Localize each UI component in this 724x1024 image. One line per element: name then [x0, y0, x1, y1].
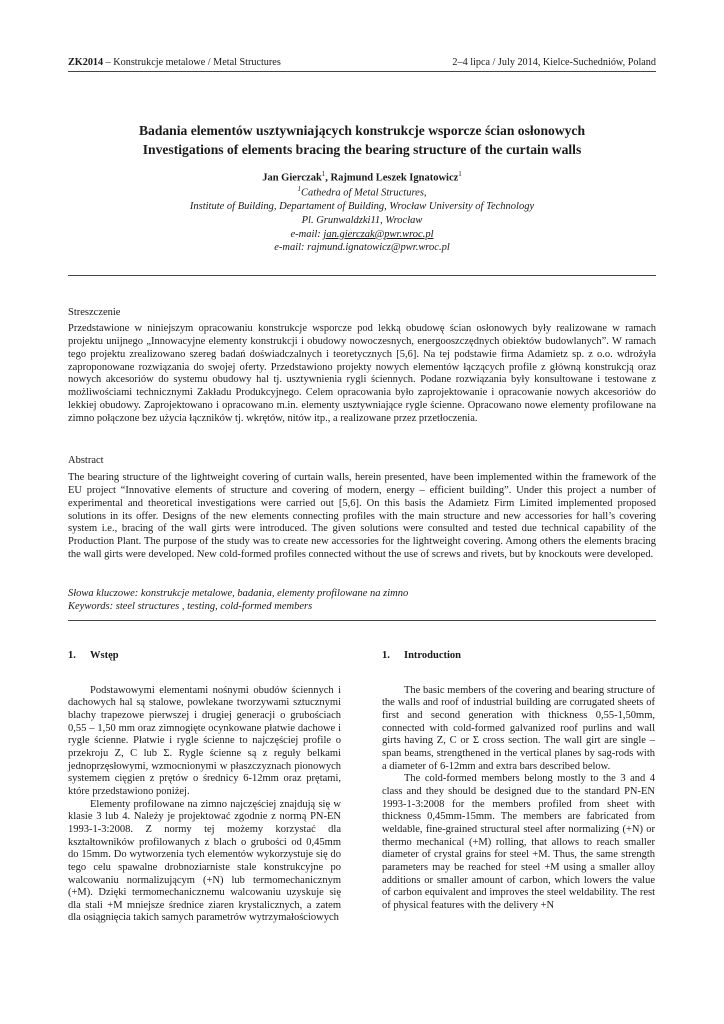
body-paragraph: Elementy profilowane na zimno najczęściej znajdują się w klasie 3 lub 4. Należy je projektować zgodnie z normą PN-EN 1993-1-3:2008. Z normy tej możemy korzystać dla kształtowników profilowanych z blach o grubości od 0,45mm do 15mm. Do wytworzenia tych elementów wykorzystuje się do tego celu spawalne drobnoziarniste stale konstrukcyjne po walcowaniu normalizującym (+N) lub termomechanicznym (+M). Dzięki termomechanicznemu walcowaniu uzyskuje się dla stali +M mniejsze średnice ziaren krystalicznych, a zatem dla osiągnięcia takich samych parametrów wytrzymałościowych [68, 798, 341, 924]
title-english: Investigations of elements bracing the bearing structure of the curtain walls [142, 142, 582, 157]
keywords-english: Keywords: steel structures , testing, cold-formed members [68, 600, 313, 612]
header-left [68, 57, 281, 68]
abstract-rule [68, 620, 656, 621]
institute: Institute of Building, Departament of Building, Wrocław University of Technology [189, 201, 535, 213]
abstract-text: The bearing structure of the lightweight covering of curtain walls, herein presented, have been implemented within the framework of the EU project “Innovative elements of structure and covering of modern, energy – efficient building”. Under this project a number of experimental and theoretical investigations were carried out [5,6]. On this basis the Adamietz Firm Limited implemented proposed solutions in its offer. Designs of the new elements connecting profiles with the main structure and new accessories for hall’s covering system i.e., bracing of the wall girts were introduced. The given solutions were consulted and tested due technical capability of the Production Plant. The purpose of the study was to create new accessories for the lightweight covering. Among others the elements bracing the wall girts were developed. New cold-formed profiles connected without the use of screws and rivets, but by knockouts were developed. [68, 472, 656, 561]
conference-code: ZK2014 [68, 57, 104, 68]
department: Cathedra of Metal Structures, [300, 187, 427, 199]
abstract-label: Abstract [68, 455, 104, 466]
affiliation-mark: 1 [297, 185, 301, 193]
author-affiliation-mark: 1 [458, 170, 462, 178]
author-line [68, 170, 656, 184]
keywords-polish: Słowa kluczowe: konstrukcje metalowe, badania, elementy profilowane na zimno [68, 588, 409, 599]
section-heading [68, 650, 341, 663]
running-header [68, 57, 656, 68]
email-line: e-mail: rajmund.ignatowicz@pwr.wroc.pl [274, 242, 450, 254]
paper-title [68, 121, 656, 159]
section-number: 1. [382, 650, 390, 661]
body-paragraph: The cold-formed members belong mostly to the 3 and 4 class and they should be designed due to the standard PN-EN 1993-1-3:2008 for the members profiled from sheet with thickness 0,45mm-15mm. The members are fabricated from weldable, fine-grained structural steel after normalizing (+N) or thermo mechanical (+M) rolling, that allows to reach smaller diameter of crystal grains for steel +M. Thus, the same strength parameters may be reached for steel +M using a smaller alloy additions or smaller amount of carbon, which lowers the value of carbon equivalent and improves the steel weldability. The rest of physical features with the delivery +N [382, 773, 655, 911]
body-paragraph: Podstawowymi elementami nośnymi obudów ściennych i dachowych hal są stalowe, powlekane tworzywami sztucznymi blachy trapezowe pierwszej i drugiej generacji o grubościach 0,55 – 1,50 mm oraz zimnogięte ocynkowane płatwie dachowe i rygle ścienne. Płatwie i rygle ścienne to najczęściej profile o przekroju Z, C lub Σ. Rygle ścienne są z reguły belkami jednoprzęsłowymi, wzmocnionymi w płaszczyznach pionowych systemem cięgien z prętów o średnicy 6-12mm oraz prętami, które przedstawiono poniżej. [68, 684, 341, 797]
title-polish: Badania elementów usztywniających konstrukcje wsporcze ścian osłonowych [138, 123, 586, 138]
section-title: Wstęp [90, 650, 119, 661]
address: Pl. Grunwaldzki11, Wrocław [301, 214, 423, 226]
section-number: 1. [68, 650, 76, 661]
affiliation-block [68, 183, 656, 255]
author-separator: , [325, 172, 331, 184]
section-title: Introduction [404, 650, 461, 661]
title-block-rule [68, 275, 656, 276]
email-line [68, 228, 656, 242]
keywords-block [68, 588, 408, 613]
conference-name: – Konstrukcje metalowe / Metal Structures [103, 57, 281, 68]
author-affiliation-mark: 1 [321, 170, 326, 178]
header-rule [68, 71, 656, 72]
streszczenie-label: Streszczenie [68, 307, 121, 318]
author-name: Jan Gierczak [262, 172, 322, 184]
section-heading [382, 650, 655, 663]
email-label: e-mail: [290, 228, 324, 240]
author-name: Rajmund Leszek Ignatowicz [330, 172, 459, 184]
streszczenie-text: Przedstawione w niniejszym opracowaniu konstrukcje wsporcze pod lekką obudowę ścian osłonowych były realizowane w ramach projektu unijnego „Innowacyjne elementy konstrukcji i obudowy nowoczesnych, energooszczędnych obiektów budowlanych”. W ramach tego projektu zrealizowano szereg badań doświadczalnych i teoretycznych [5,6]. Na tej podstawie firma Adamietz sp. z o.o. wdrożyła zaproponowane rozwiązania do swojej oferty. Przedstawiono projekty nowych elementów łączących profile z główną konstrukcją oraz nowych akcesoriów do systemu obudowy hal tj. usztywnienia rygli ściennych. Podane rozwiązania były konsultowane i testowane z możliwościami technicznymi Zakładu Produkcyjnego. Celem opracowania było zaprojektowanie i opracowanie nowych akcesoriów do lekkiej obudowy. Zaprojektowano i opracowano m.in. elementy usztywniające rygle ścienne. Opracowano nowe elementy profilowane na zimno połączone bez użycia łączników tj. wkrętów, nitów itp., a realizowane przez przetłoczenia. [68, 323, 656, 424]
header-right: 2–4 lipca / July 2014, Kielce-Suchedniów, Poland [452, 57, 656, 68]
left-column [68, 650, 341, 925]
affiliation-line [68, 183, 656, 200]
right-column [382, 650, 655, 912]
body-paragraph: The basic members of the covering and bearing structure of the walls and roof of industrial building are corrugated sheets of first and second generation with thickness 0,55-1,50mm, connected with cold-formed galvanized roof purlins and wall girts having Z, C or Σ cross section. The wall girt are single – span beams, strengthened in the vertical planes by sag-rods with a diameter of 6-12mm and extra bars described below. [382, 684, 655, 772]
email-link[interactable]: jan.gierczak@pwr.wroc.pl [323, 228, 434, 240]
